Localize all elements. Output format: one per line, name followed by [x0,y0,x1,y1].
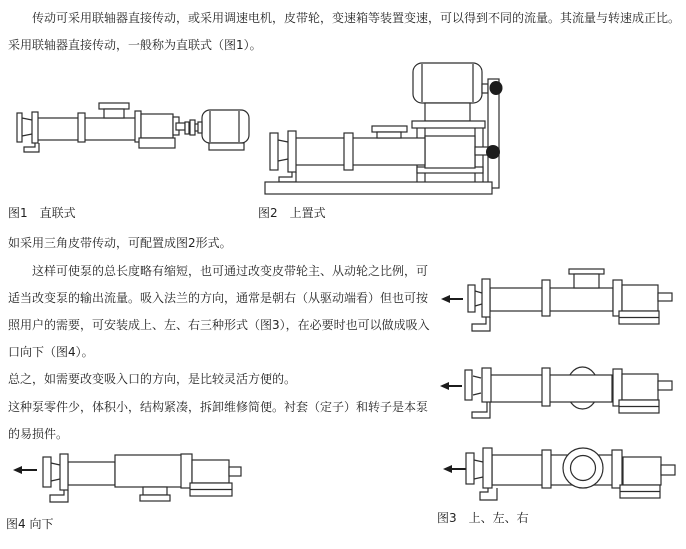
bearing-housing [141,114,173,138]
pump-body-group [17,103,185,152]
pump-foot [279,172,296,182]
pump-shaft [229,467,241,476]
suction-flange [17,113,22,142]
caption-figure-3: 图3 上、左、右 [437,511,529,525]
pump-body [295,138,425,165]
motor-group [198,110,249,150]
motor [413,63,482,103]
bearing-housing [622,374,658,400]
caption-figure-1: 图1 直联式 [8,206,76,220]
pump-shaft [658,381,672,390]
figure-4-suction-down-pump [5,448,250,510]
paragraph-flange-directions: 这样可使泵的总长度略有缩短，也可通过改变皮带轮主、从动轮之比例，可适当改变泵的输出流量。吸入法兰的方向，通常是朝右（从驱动端看）但也可按照用户的需要，可安装成上、左、右三种形式（图3），在必要时也可以做成吸入口向下（图4）。 [8,264,430,359]
figure-1-direct-drive-pump [8,98,258,158]
stand-group [417,126,483,183]
suction-flange [465,370,472,400]
pump-foot [472,402,490,418]
motor-group [412,63,485,128]
up-flange [569,269,604,274]
pump-body [490,375,612,402]
motor-base [209,143,244,150]
arrow-left-icon [441,295,463,303]
upper-pulley-hub [490,81,503,95]
suction-flange [43,457,51,487]
paragraph-intro: 传动可采用联轴器直接传动，或采用调速电机，皮带轮，变速箱等装置变速，可以得到不同的流量。其流量与转速成正比。采用联轴器直接传动，一般称为直联式（图1）。 [8,11,681,52]
arrow-left-icon [440,382,462,390]
pump-foot [480,488,497,500]
bearing-base [139,138,175,148]
discharge-flange [372,126,407,132]
bearing-block [425,136,475,168]
bearing-housing [192,460,229,483]
caption-figure-4: 图4 向下 [6,517,54,531]
suction-flange [466,453,474,484]
lower-pulley-hub [486,145,500,159]
figure-3-suction-left-pump [435,362,680,426]
figure-2-top-mounted-pump [256,60,548,200]
arrow-left-icon [13,466,37,474]
paragraph-belt-drive: 如采用三角皮带传动，可配置成图2形式。 [8,236,232,250]
base-plate [265,182,492,194]
bearing-housing [622,285,658,311]
pump-casing [115,455,183,487]
belt-guard [488,79,499,188]
paragraph-summary: 总之，如需要改变吸入口的方向，是比较灵活方便的。 [8,372,297,386]
pump-shaft [176,123,185,130]
suction-flange [468,285,475,312]
figure-3-suction-right-pump [435,444,680,508]
motor-seat-plate [412,121,485,128]
pump-body [490,288,613,311]
pump-group [270,126,425,182]
paragraph-wear-parts: 这种泵零件少，体积小，结构紧凑，拆卸维修简便。衬套（定子）和转子是本泵的易损件。 [8,400,429,441]
pump-shaft [658,293,672,301]
pump-foot [50,490,68,502]
pump-foot [472,317,490,331]
down-flange [140,495,170,501]
bearing-housing [623,457,661,485]
pump-shaft [661,465,675,475]
figure-3-suction-up-pump [435,265,680,335]
pump-foot [24,143,39,152]
arrow-left-icon [443,465,466,473]
motor [202,110,249,143]
caption-figure-2: 图2 上置式 [258,206,326,220]
motor-foot [425,103,470,121]
right-flange-inner [571,456,596,481]
suction-flange [270,133,278,170]
